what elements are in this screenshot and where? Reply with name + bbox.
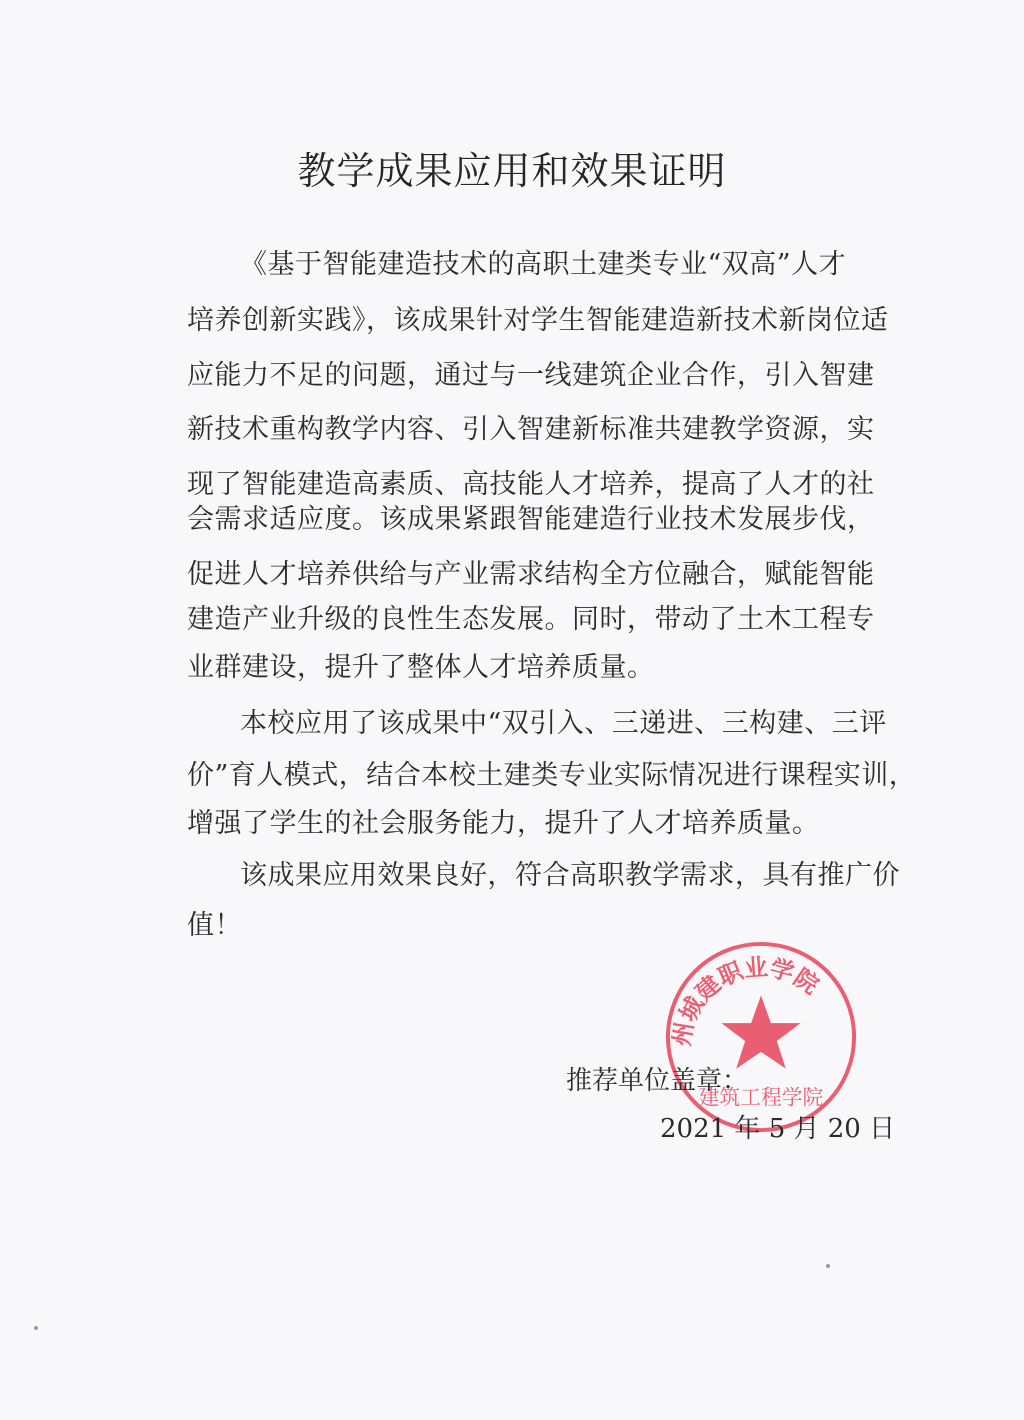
document-title: 教学成果应用和效果证明 [297, 149, 727, 193]
paper-speck [34, 1326, 38, 1330]
paper-speck [826, 1264, 830, 1268]
body-line: 该成果应用效果良好，符合高职教学需求，具有推广价 [240, 860, 900, 891]
body-line: 应能力不足的问题，通过与一线建筑企业合作，引入智建 [187, 360, 875, 391]
body-line: 价”育人模式，结合本校土建类专业实际情况进行课程实训， [187, 760, 917, 791]
body-line: 会需求适应度。该成果紧跟智能建造行业技术发展步伐， [187, 504, 875, 535]
body-line: 《基于智能建造技术的高职土建类专业“双高”人才 [240, 249, 847, 280]
body-line: 本校应用了该成果中“双引入、三递进、三构建、三评 [240, 708, 887, 739]
body-line: 值！ [187, 910, 242, 941]
body-line: 培养创新实践》，该成果针对学生智能建造新技术新岗位适 [187, 305, 889, 336]
body-line: 促进人才培养供给与产业需求结构全方位融合，赋能智能 [187, 559, 875, 590]
signature-label: 推荐单位盖章： [566, 1066, 749, 1096]
body-line: 现了智能建造高素质、高技能人才培养，提高了人才的社 [187, 469, 875, 500]
seal-inner-text: 建筑工程学院 [698, 1085, 824, 1110]
body-line: 增强了学生的社会服务能力，提升了人才培养质量。 [187, 808, 820, 839]
body-line: 业群建设，提升了整体人才培养质量。 [187, 652, 655, 683]
seal-outer-text: 州城建职业学院 [667, 953, 824, 1048]
seal-star-icon [721, 995, 800, 1068]
body-line: 新技术重构教学内容、引入智建新标准共建教学资源，实 [187, 414, 875, 445]
document-date: 2021 年 5 月 20 日 [660, 1114, 896, 1144]
body-line: 建造产业升级的良性生态发展。同时，带动了土木工程专 [187, 604, 875, 635]
official-seal-stamp [662, 938, 860, 1136]
